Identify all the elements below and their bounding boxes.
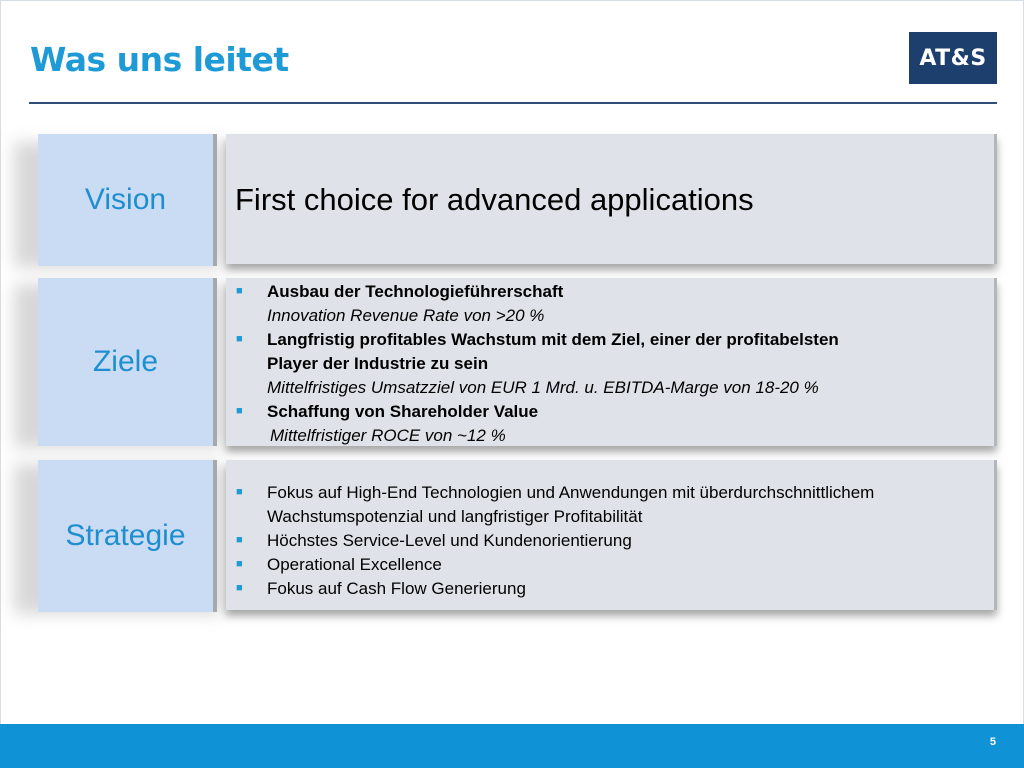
list-item bbox=[226, 280, 994, 328]
page-number: 5 bbox=[989, 736, 996, 748]
list-item bbox=[226, 481, 994, 529]
slide-title: Was uns leitet bbox=[30, 40, 289, 79]
strategy-line-continued: Wachstumspotenzial und langfristiger Profitabilität bbox=[267, 507, 643, 526]
list-item bbox=[226, 400, 994, 448]
goal-detail: Mittelfristiger ROCE von ~12 % bbox=[270, 426, 506, 445]
strategy-line: Fokus auf Cash Flow Generierung bbox=[267, 579, 526, 598]
ziele-label-box bbox=[38, 278, 217, 446]
bullet-icon: ■ bbox=[236, 486, 243, 498]
goal-title: Schaffung von Shareholder Value bbox=[267, 402, 539, 421]
list-item bbox=[226, 553, 994, 577]
footer-bar bbox=[0, 724, 1024, 768]
company-logo: AT&S bbox=[909, 32, 997, 84]
strategie-label-box bbox=[38, 460, 217, 612]
list-item bbox=[226, 529, 994, 553]
bullet-icon: ■ bbox=[236, 405, 243, 417]
bullet-icon: ■ bbox=[236, 534, 243, 546]
ziele-content-box bbox=[226, 278, 997, 446]
goal-title: Ausbau der Technologieführerschaft bbox=[267, 282, 564, 301]
goal-detail: Mittelfristiges Umsatzziel von EUR 1 Mrd. u. EBITDA-Marge von 18-20 % bbox=[267, 378, 819, 397]
title-divider bbox=[29, 102, 997, 104]
strategie-label: Strategie bbox=[65, 519, 186, 552]
vision-label-box bbox=[38, 134, 217, 266]
vision-content-box bbox=[226, 134, 997, 264]
bullet-icon: ■ bbox=[236, 558, 243, 570]
vision-statement: First choice for advanced applications bbox=[235, 182, 754, 217]
goal-title: Langfristig profitables Wachstum mit dem Ziel, einer der profitabelsten bbox=[267, 330, 839, 349]
bullet-icon: ■ bbox=[236, 582, 243, 594]
vision-label: Vision bbox=[84, 183, 167, 216]
goal-detail: Innovation Revenue Rate von >20 % bbox=[267, 306, 545, 325]
strategie-content-box bbox=[226, 460, 997, 610]
strategy-line: Operational Excellence bbox=[267, 555, 442, 574]
strategy-line: Fokus auf High-End Technologien und Anwendungen mit überdurchschnittlichem bbox=[267, 483, 875, 502]
list-item bbox=[226, 577, 994, 601]
list-item bbox=[226, 328, 994, 400]
ziele-label: Ziele bbox=[92, 345, 159, 378]
strategy-line: Höchstes Service-Level und Kundenorientierung bbox=[267, 531, 632, 550]
goal-title-continued: Player der Industrie zu sein bbox=[267, 354, 489, 373]
bullet-icon: ■ bbox=[236, 333, 243, 345]
bullet-icon: ■ bbox=[236, 285, 243, 297]
